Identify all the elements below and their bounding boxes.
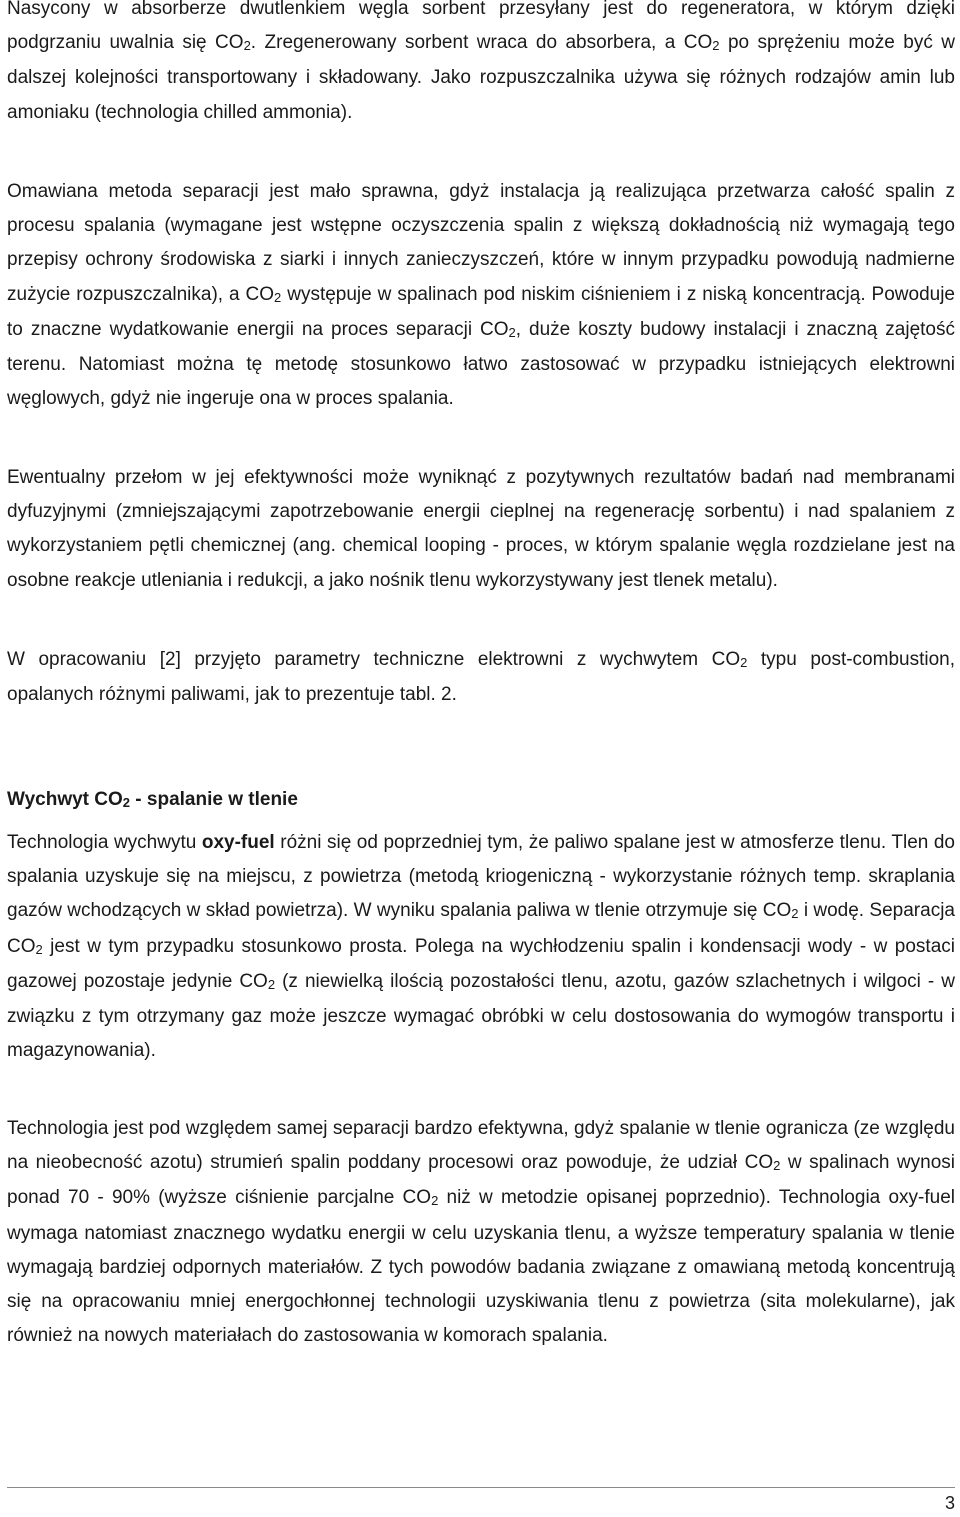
text-run: po sprężeniu może być w dalszej kolejności transportowany i składowany. Jako rozpuszczalnika używa się różnych rodzajów amin lub amoniaku (technologia chilled ammonia). (7, 32, 955, 123)
subscript: 2 (740, 655, 748, 670)
subscript: 2 (267, 976, 276, 992)
paragraph-breakthrough (7, 461, 955, 598)
subscript: 2 (431, 1193, 439, 1209)
subscript: 2 (243, 38, 251, 54)
text-run: jest w tym przypadku stosunkowo prosta. Polega na wychłodzeniu spalin i kondensacji wody - w postaci gazowej pozostaje jedynie CO (7, 935, 955, 992)
footer-divider (7, 1487, 955, 1488)
text-run: niż w metodzie opisanej poprzednio). Technologia oxy-fuel wymaga natomiast znacznego wydatku energii w celu uzyskania tlenu, a wyższe temperatury spalania w tlenie wymagają bardziej odpornych materiałów. Z tych powodów badania związane z omawianą metodą koncentrują się na opracowaniu mniej energochłonnej technologii uzyskiwania tlenu z powietrza (sita molekularne), jak również na nowych materiałach do zastosowania w komorach spalania. (7, 1187, 955, 1347)
text-run: W opracowaniu [2] przyjęto parametry techniczne elektrowni z wychwytem CO (7, 649, 741, 670)
heading-text: - spalanie w tlenie (130, 789, 298, 810)
bold-term: oxy-fuel (201, 832, 275, 853)
text-run: i wodę. Separacja CO (7, 900, 955, 957)
subscript: 2 (274, 289, 282, 305)
paragraph-method-efficiency (7, 175, 955, 416)
heading-text: Wychwyt CO (7, 789, 123, 810)
subscript: 2 (712, 38, 720, 54)
text-run: Ewentualny przełom w jej efektywności może wyniknąć z pozytywnych rezultatów badań nad membranami dyfuzyjnymi (zmniejszającymi zapotrzebowanie energii cieplnej na regenerację sorbentu) i nad spalaniem z wykorzystaniem pętli chemicznej (ang. chemical looping - proces, w którym spalanie węgla rozdzielane jest na osobne reakcje utleniania i redukcji, a jako nośnik tlenu wykorzystywany jest tlenek metalu). (7, 467, 955, 591)
text-run: Nasycony w absorberze dwutlenkiem węgla sorbent przesyłany jest do regeneratora, w którym dzięki podgrzaniu uwalnia się CO (7, 0, 955, 54)
text-run: różni się od poprzedniej tym, że paliwo spalane jest w atmosferze tlenu. Tlen do spalania uzyskuje się na miejscu, z powietrza (metodą kriogeniczną - wykorzystanie różnych temp. skraplania gazów wchodzących w skład powietrza). W wyniku spalania paliwa w tlenie otrzymuje się CO (7, 832, 955, 922)
text-run: w spalinach wynosi ponad 70 - 90% (wyższe ciśnienie parcjalne CO (7, 1152, 955, 1209)
subscript: 2 (122, 795, 131, 810)
paragraph-oxy-fuel-efficiency (7, 1112, 955, 1353)
text-run: Technologia jest pod względem samej separacji bardzo efektywna, gdyż spalanie w tlenie ogranicza (ze względu na nieobecność azotu) strumień spalin poddany procesowi oraz powoduje, że udział CO (7, 1118, 955, 1174)
text-run: Technologia wychwytu (7, 832, 202, 853)
text-run: . Zregenerowany sorbent wraca do absorbera, a CO (250, 32, 713, 54)
paragraph-parameters (7, 643, 955, 712)
text-run: (z niewielką ilością pozostałości tlenu, azotu, gazów szlachetnych i wilgoci - w związku z tym otrzymany gaz może jeszcze wymagać obróbki w celu dostosowania do wymogów transportu i magazynowania). (7, 970, 956, 1062)
section-heading (7, 783, 298, 818)
subscript: 2 (35, 941, 43, 957)
text-run: , duże koszty budowy instalacji i znaczną zajętość terenu. Natomiast można tę metodę stosunkowo łatwo zastosować w przypadku istniejących elektrowni węglowych, gdyż nie ingeruje ona w proces spalania. (7, 318, 955, 410)
page-number: 3 (944, 1493, 955, 1513)
text-run: typu post-combustion, opalanych różnymi paliwami, jak to prezentuje tabl. 2. (7, 649, 955, 706)
subscript: 2 (773, 1158, 781, 1174)
subscript: 2 (508, 324, 516, 340)
text-run: występuje w spalinach pod niskim ciśnieniem i z niską koncentracją. Powoduje to znaczne wydatkowanie energii na proces separacji CO (7, 283, 955, 340)
text-run: Omawiana metoda separacji jest mało sprawna, gdyż instalacja ją realizująca przetwarza całość spalin z procesu spalania (wymagane jest wstępne oczyszczenia spalin z większą dokładnością niż wymagają tego przepisy ochrony środowiska z siarki i innych zanieczyszczeń, które w innym przypadku powodują nadmierne zużycie rozpuszczalnika), a CO (7, 181, 955, 305)
paragraph-oxy-fuel (7, 826, 955, 1068)
subscript: 2 (791, 906, 799, 922)
paragraph-sorbent-regeneration (7, 0, 955, 130)
